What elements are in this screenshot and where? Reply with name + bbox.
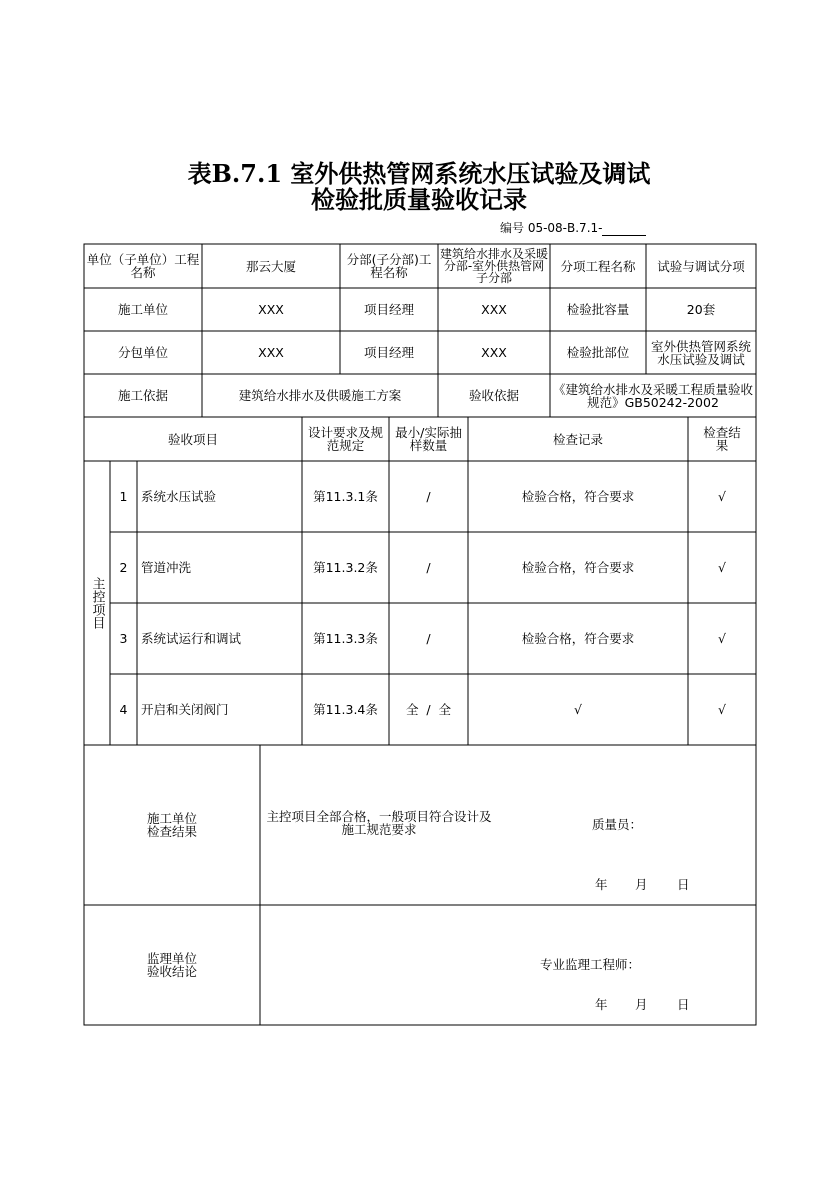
capacity-value[interactable]: 20套 (686, 302, 716, 317)
basis-label: 施工依据 (117, 388, 168, 403)
division-label: 分部(子分部)工程名称 (346, 252, 432, 280)
unit-value[interactable]: 那云大厦 (245, 258, 296, 274)
row-3-record[interactable]: 检验合格，符合要求 (521, 631, 635, 646)
capacity-label: 检验批容量 (566, 302, 630, 317)
col-record: 检查记录 (552, 431, 603, 447)
contractor-label: 施工单位 (117, 302, 168, 317)
contractor-date-day: 日 (677, 877, 690, 892)
contractor-date-year: 年 (595, 877, 608, 892)
row-2-result[interactable]: √ (718, 560, 726, 575)
row-4-no: 4 (119, 702, 128, 717)
basis-value[interactable]: 建筑给水排水及供暖施工方案 (238, 388, 402, 403)
row-2-no: 2 (119, 560, 128, 575)
form-code-label: 编号 05-08-B.7.1- (500, 221, 603, 235)
pm-value-2[interactable]: XXX (481, 345, 507, 360)
row-4-result[interactable]: √ (718, 702, 726, 717)
row-3-result[interactable]: √ (718, 631, 726, 646)
row-2-sample[interactable]: / (426, 560, 431, 575)
col-sample: 最小/实际抽样数量 (395, 425, 462, 453)
supervisor-engineer-label: 专业监理工程师： (540, 957, 641, 972)
contractor-value[interactable]: XXX (258, 302, 284, 317)
pm-value-1[interactable]: XXX (481, 302, 507, 317)
contractor-conclusion[interactable]: 主控项目全部合格，一般项目符合设计及施工规范要求 (266, 809, 492, 837)
row-1-sample[interactable]: / (426, 489, 431, 504)
pm-label-1: 项目经理 (363, 302, 414, 317)
row-3-name: 系统试运行和调试 (141, 631, 242, 646)
main-control-label: 主控项目 (89, 577, 105, 629)
quality-inspector-label: 质量员： (592, 817, 643, 832)
pm-label-2: 项目经理 (363, 345, 414, 360)
row-4-name: 开启和关闭阀门 (141, 702, 229, 717)
item-value[interactable]: 试验与调试分项 (657, 258, 745, 274)
subcontractor-label: 分包单位 (117, 345, 168, 360)
row-1-record[interactable]: 检验合格，符合要求 (521, 489, 635, 504)
supervisor-date-day: 日 (677, 997, 690, 1012)
row-4-sample[interactable]: 全 / 全 (405, 702, 452, 717)
row-2-spec: 第11.3.2条 (313, 560, 378, 575)
row-3-spec: 第11.3.3条 (313, 631, 378, 646)
title-line-1: 表B.7.1 室外供热管网系统水压试验及调试 (187, 159, 651, 188)
row-2-name: 管道冲洗 (141, 560, 192, 575)
division-value[interactable]: 建筑给水排水及采暖分部-室外供热管网子分部 (440, 247, 549, 285)
part-value[interactable]: 室外供热管网系统水压试验及调试 (650, 338, 751, 367)
title-line-2: 检验批质量验收记录 (311, 185, 527, 214)
acceptance-label: 验收依据 (468, 388, 519, 403)
item-label: 分项工程名称 (560, 258, 636, 274)
part-label: 检验批部位 (566, 345, 630, 360)
supervisor-date-month: 月 (635, 997, 648, 1012)
row-2-record[interactable]: 检验合格，符合要求 (521, 560, 635, 575)
row-4-record[interactable]: √ (574, 702, 582, 717)
row-3-sample[interactable]: / (426, 631, 431, 646)
contractor-date-month: 月 (635, 877, 648, 892)
row-1-no: 1 (119, 489, 128, 504)
row-4-spec: 第11.3.4条 (313, 702, 378, 717)
row-1-spec: 第11.3.1条 (313, 489, 378, 504)
row-1-name: 系统水压试验 (141, 489, 217, 504)
row-3-no: 3 (119, 631, 128, 646)
supervisor-check-label: 监理单位验收结论 (146, 951, 197, 979)
col-spec: 设计要求及规范规定 (307, 425, 383, 453)
contractor-check-label: 施工单位检查结果 (146, 811, 197, 839)
row-1-result[interactable]: √ (718, 489, 726, 504)
supervisor-date-year: 年 (595, 997, 608, 1012)
acceptance-value[interactable]: 《建筑给水排水及采暖工程质量验收规范》GB50242-2002 (552, 381, 753, 410)
col-result: 检查结果 (703, 425, 741, 453)
col-item: 验收项目 (167, 431, 218, 447)
unit-label: 单位（子单位）工程名称 (86, 252, 200, 280)
subcontractor-value[interactable]: XXX (258, 345, 284, 360)
